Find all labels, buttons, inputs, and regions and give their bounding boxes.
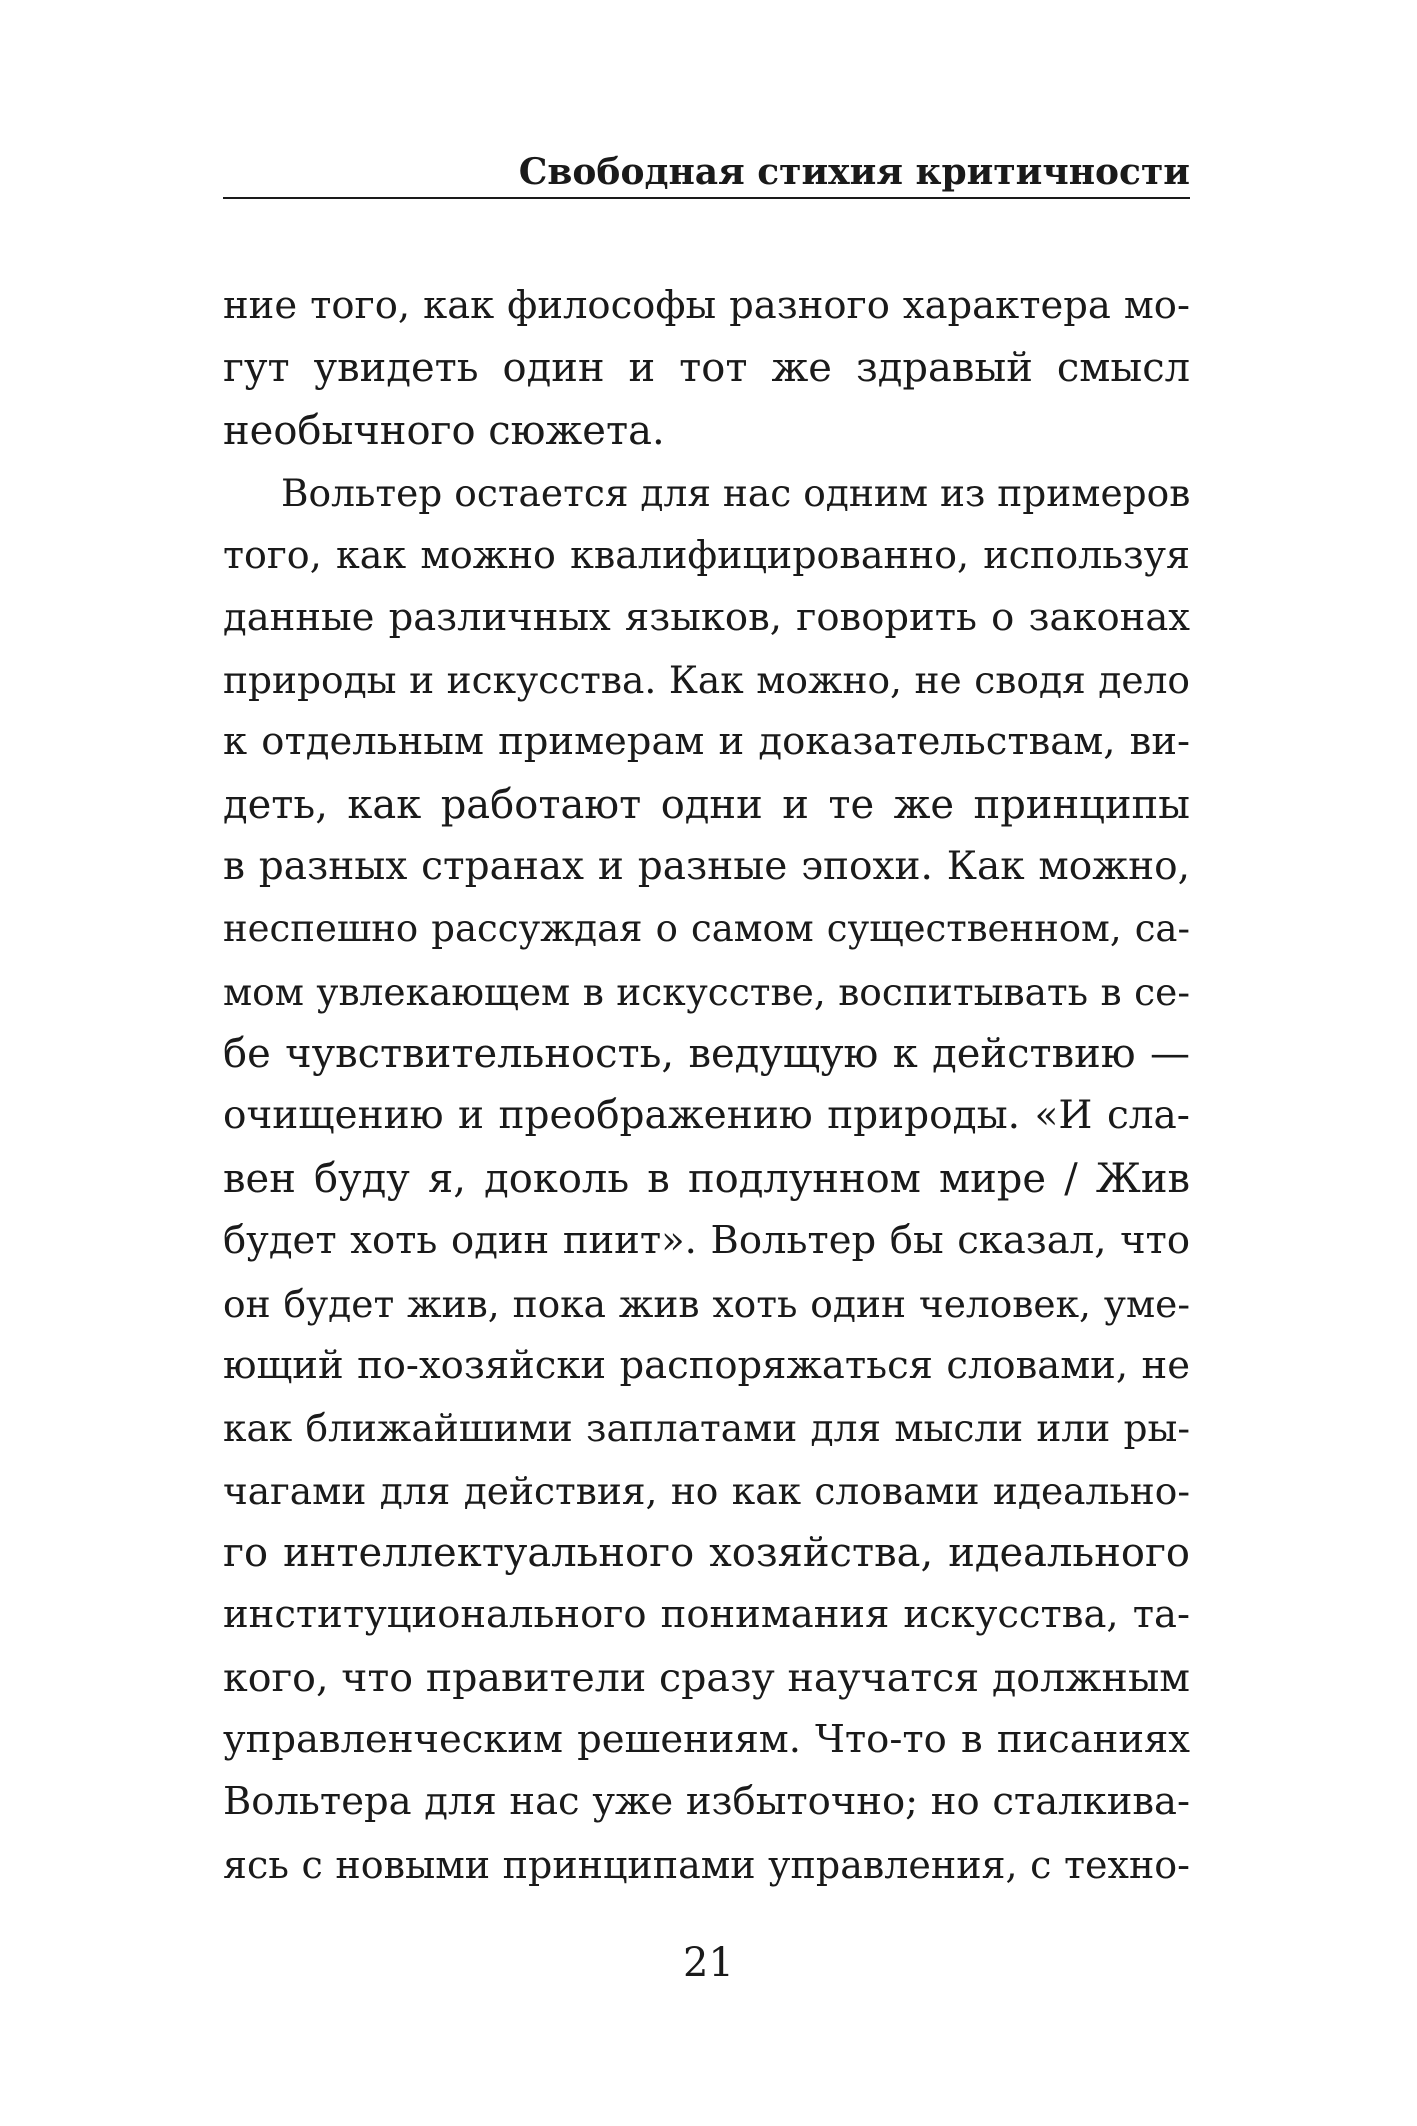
body-text	[223, 275, 1190, 1896]
text-line: бе чувствительность, ведущую к действию —	[223, 1031, 1190, 1078]
text-line: го интеллектуального хозяйства, идеального	[223, 1529, 1190, 1576]
text-line: ющий по-хозяйски распоряжаться словами, не	[223, 1342, 1190, 1388]
text-line: необычного сюжета.	[223, 407, 665, 454]
text-line: управленческим решениям. Что-то в писаниях	[223, 1716, 1190, 1762]
header-rule	[223, 197, 1190, 199]
page-number: 21	[683, 1940, 734, 1986]
text-line: Вольтера для нас уже избыточно; но сталкива-	[223, 1779, 1190, 1825]
running-head-title: Свободная стихия критичности	[518, 151, 1190, 193]
text-line: деть, как работают одни и те же принципы	[223, 781, 1190, 828]
text-line: чагами для действия, но как словами идеально-	[223, 1468, 1190, 1513]
text-line: гут увидеть один и тот же здравый смысл	[223, 345, 1190, 392]
text-line: очищению и преображению природы. «И сла-	[223, 1093, 1190, 1139]
text-line: Вольтер остается для нас одним из примеров	[281, 471, 1191, 516]
text-line: вен буду я, доколь в подлунном мире / Жив	[223, 1155, 1190, 1202]
text-line: как ближайшими заплатами для мысли или ры-	[223, 1406, 1190, 1451]
text-line: кого, что правители сразу научатся должным	[223, 1654, 1190, 1701]
text-line: данные различных языков, говорить о законах	[223, 594, 1190, 640]
text-line: институционального понимания искусства, та-	[223, 1592, 1190, 1638]
text-line: ясь с новыми принципами управления, с техно-	[223, 1842, 1190, 1887]
text-line: будет хоть один пиит». Вольтер бы сказал, что	[223, 1218, 1190, 1264]
text-line: мом увлекающем в искусстве, воспитывать в се-	[223, 969, 1190, 1014]
text-line: в разных странах и разные эпохи. Как можно,	[223, 844, 1190, 890]
text-line: ние того, как философы разного характера мо-	[223, 283, 1190, 328]
text-line: к отдельным примерам и доказательствам, ви-	[223, 719, 1190, 765]
text-line: неспешно рассуждая о самом существенном, са-	[223, 907, 1190, 951]
text-line: того, как можно квалифицированно, используя	[223, 533, 1190, 578]
text-line: природы и искусства. Как можно, не сводя дело	[223, 658, 1190, 703]
text-line: он будет жив, пока жив хоть один человек, уме-	[223, 1281, 1190, 1326]
